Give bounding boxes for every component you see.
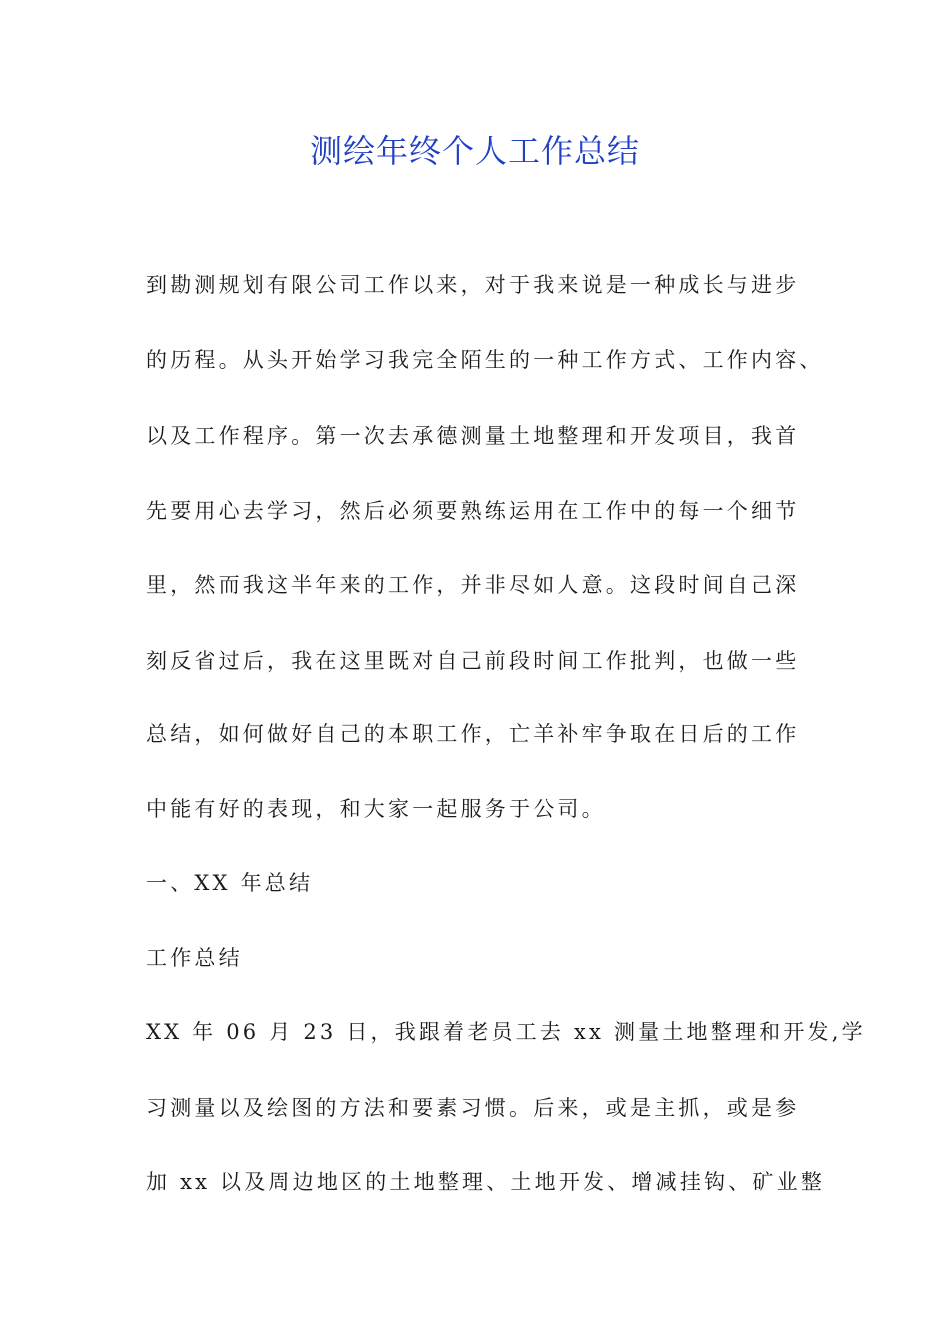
- paragraph-line: 总结，如何做好自己的本职工作，亡羊补牢争取在日后的工作: [146, 722, 800, 746]
- paragraph-line: 到勘测规划有限公司工作以来，对于我来说是一种成长与进步: [146, 273, 800, 297]
- paragraph-line: 先要用心去学习，然后必须要熟练运用在工作中的每一个细节: [146, 499, 800, 523]
- paragraph-line: 里，然而我这半年来的工作，并非尽如人意。这段时间自己深: [146, 573, 800, 597]
- paragraph-line: 的历程。从头开始学习我完全陌生的一种工作方式、工作内容、: [146, 348, 824, 372]
- section-heading: 一、XX 年总结: [146, 871, 314, 895]
- paragraph-line: 以及工作程序。第一次去承德测量土地整理和开发项目，我首: [146, 424, 800, 448]
- paragraph-line: 加 xx 以及周边地区的土地整理、土地开发、增减挂钩、矿业整: [146, 1170, 826, 1194]
- paragraph-line: 刻反省过后，我在这里既对自己前段时间工作批判，也做一些: [146, 649, 800, 673]
- paragraph-line: 中能有好的表现，和大家一起服务于公司。: [146, 797, 606, 821]
- paragraph-line: XX 年 06 月 23 日，我跟着老员工去 xx 测量土地整理和开发,学: [146, 1020, 866, 1044]
- document-title: 测绘年终个人工作总结: [309, 132, 640, 170]
- paragraph-line: 习测量以及绘图的方法和要素习惯。后来，或是主抓，或是参: [146, 1096, 800, 1120]
- subsection-heading: 工作总结: [146, 946, 243, 970]
